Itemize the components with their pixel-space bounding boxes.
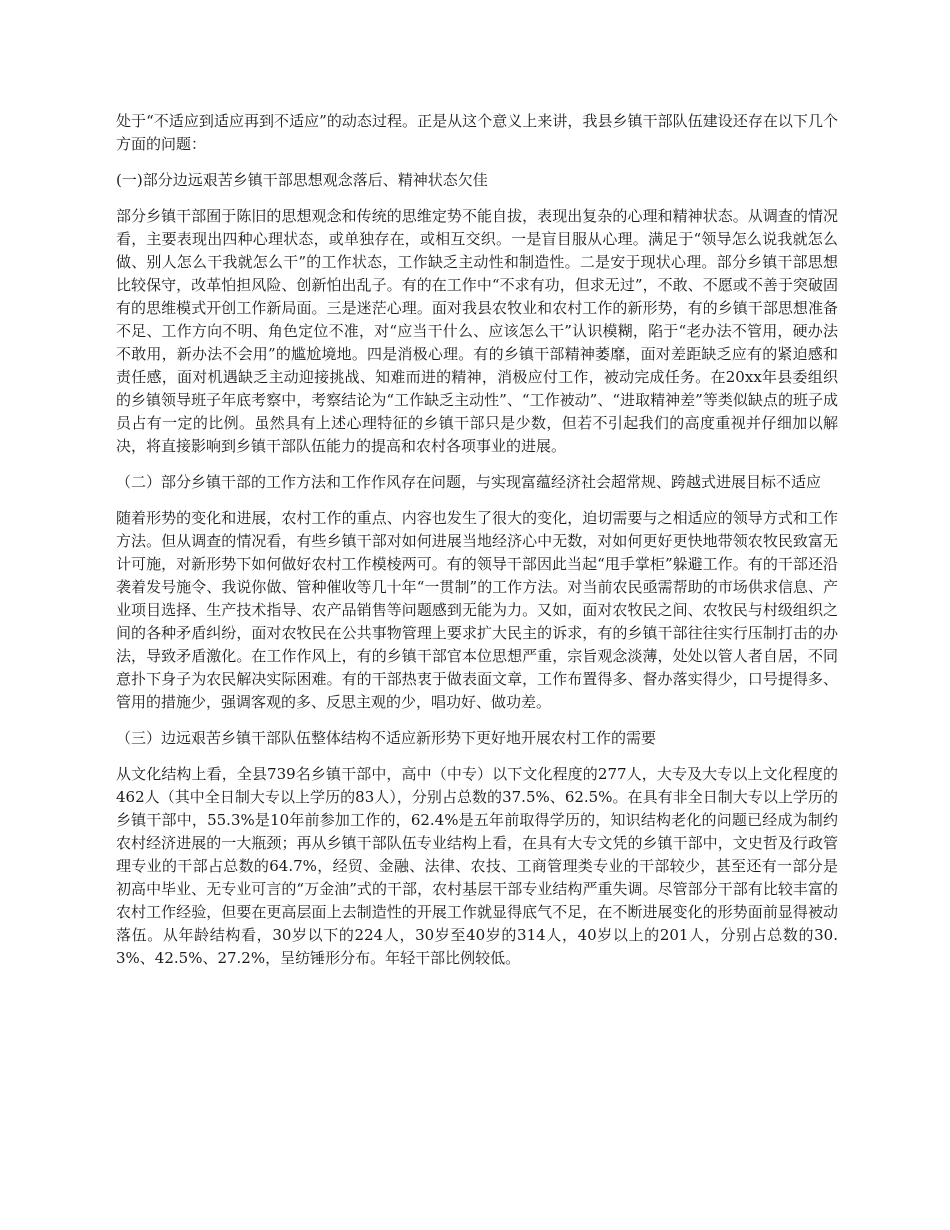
section-heading-3: （三）边远艰苦乡镇干部队伍整体结构不适应新形势下更好地开展农村工作的需要 xyxy=(116,729,657,747)
section-3-paragraph: 从文化结构上看，全县739名乡镇干部中，高中（中专）以下文化程度的277人，大专及大专以上文化程度的462人（其中全日制大专以上学历的83人），分别占总数的37.5%、62.5%。在具有非全日制大专以上学历的乡镇干部中，55.3%是10年前参加工作的，62.4%是五年前取得学历的，知识结构老化的问题已经成为制约农村经济进展的一大瓶颈；再从乡镇干部队伍专业结构上看，在具有大专文凭的乡镇干部中，文史哲及行政管理专业的干部占总数的64.7%，经贸、金融、法律、农技、工商管理类专业的干部较少，甚至还有一部分是初高中毕业、无专业可言的“万金油”式的干部，农村基层干部专业结构严重失调。尽管部分干部有比较丰富的农村工作经验，但要在更高层面上去制造性的开展工作就显得底气不足，在不断进展变化的形势面前显得被动落伍。从年龄结构看，30岁以下的224人，30岁至40岁的314人，40岁以上的201人，分别占总数的30.3%、42.5%、27.2%，呈纺锤形分布。年轻干部比例较低。 xyxy=(116,765,838,967)
intro-paragraph: 处于“不适应到适应再到不适应”的动态过程。正是从这个意义上来讲，我县乡镇干部队伍建设还存在以下几个方面的问题： xyxy=(116,112,838,153)
section-1-paragraph: 部分乡镇干部囿于陈旧的思想观念和传统的思维定势不能自拔，表现出复杂的心理和精神状态。从调查的情况看，主要表现出四种心理状态，或单独存在，或相互交织。一是盲目服从心理。满足于“领导怎么说我就怎么做、别人怎么干我就怎么干”的工作状态，工作缺乏主动性和制造性。二是安于现状心理。部分乡镇干部思想比较保守，改革怕担风险、创新怕出乱子。有的在工作中“不求有功，但求无过”，不敢、不愿或不善于突破固有的思维模式开创工作新局面。三是迷茫心理。面对我县农牧业和农村工作的新形势，有的乡镇干部思想准备不足、工作方向不明、角色定位不准，对“应当干什么、应该怎么干”认识模糊，陷于“老办法不管用，硬办法不敢用，新办法不会用”的尴尬境地。四是消极心理。有的乡镇干部精神萎靡，面对差距缺乏应有的紧迫感和责任感，面对机遇缺乏主动迎接挑战、知难而进的精神，消极应付工作，被动完成任务。在20xx年县委组织的乡镇领导班子年底考察中，考察结论为“工作缺乏主动性”、“工作被动”、“进取精神差”等类似缺点的班子成员占有一定的比例。虽然具有上述心理特征的乡镇干部只是少数，但若不引起我们的高度重视并仔细加以解决，将直接影响到乡镇干部队伍能力的提高和农村各项事业的进展。 xyxy=(116,207,838,455)
document-body xyxy=(116,110,838,983)
section-2-paragraph: 随着形势的变化和进展，农村工作的重点、内容也发生了很大的变化，迫切需要与之相适应的领导方式和工作方法。但从调查的情况看，有些乡镇干部对如何进展当地经济心中无数，对如何更好更快地带领农牧民致富无计可施，对新形势下如何做好农村工作模棱两可。有的领导干部因此当起“甩手掌柜”躲避工作。有的干部还沿袭着发号施令、我说你做、管种催收等几十年“一贯制”的工作方法。对当前农民亟需帮助的市场供求信息、产业项目选择、生产技术指导、农产品销售等问题感到无能为力。又如，面对农牧民之间、农牧民与村级组织之间的各种矛盾纠纷，面对农牧民在公共事物管理上要求扩大民主的诉求，有的乡镇干部往往实行压制打击的办法，导致矛盾激化。在工作作风上，有的乡镇干部官本位思想严重，宗旨观念淡薄，处处以管人者自居，不同意扑下身子为农民解决实际困难。有的干部热衷于做表面文章，工作布置得多、督办落实得少，口号提得多、管用的措施少，强调客观的多、反思主观的少，唱功好、做功差。 xyxy=(116,509,838,711)
section-heading-1: (一)部分边远艰苦乡镇干部思想观念落后、精神状态欠佳 xyxy=(116,171,488,189)
section-heading-2: （二）部分乡镇干部的工作方法和工作作风存在问题，与实现富蕴经济社会超常规、跨越式进展目标不适应 xyxy=(116,473,822,491)
